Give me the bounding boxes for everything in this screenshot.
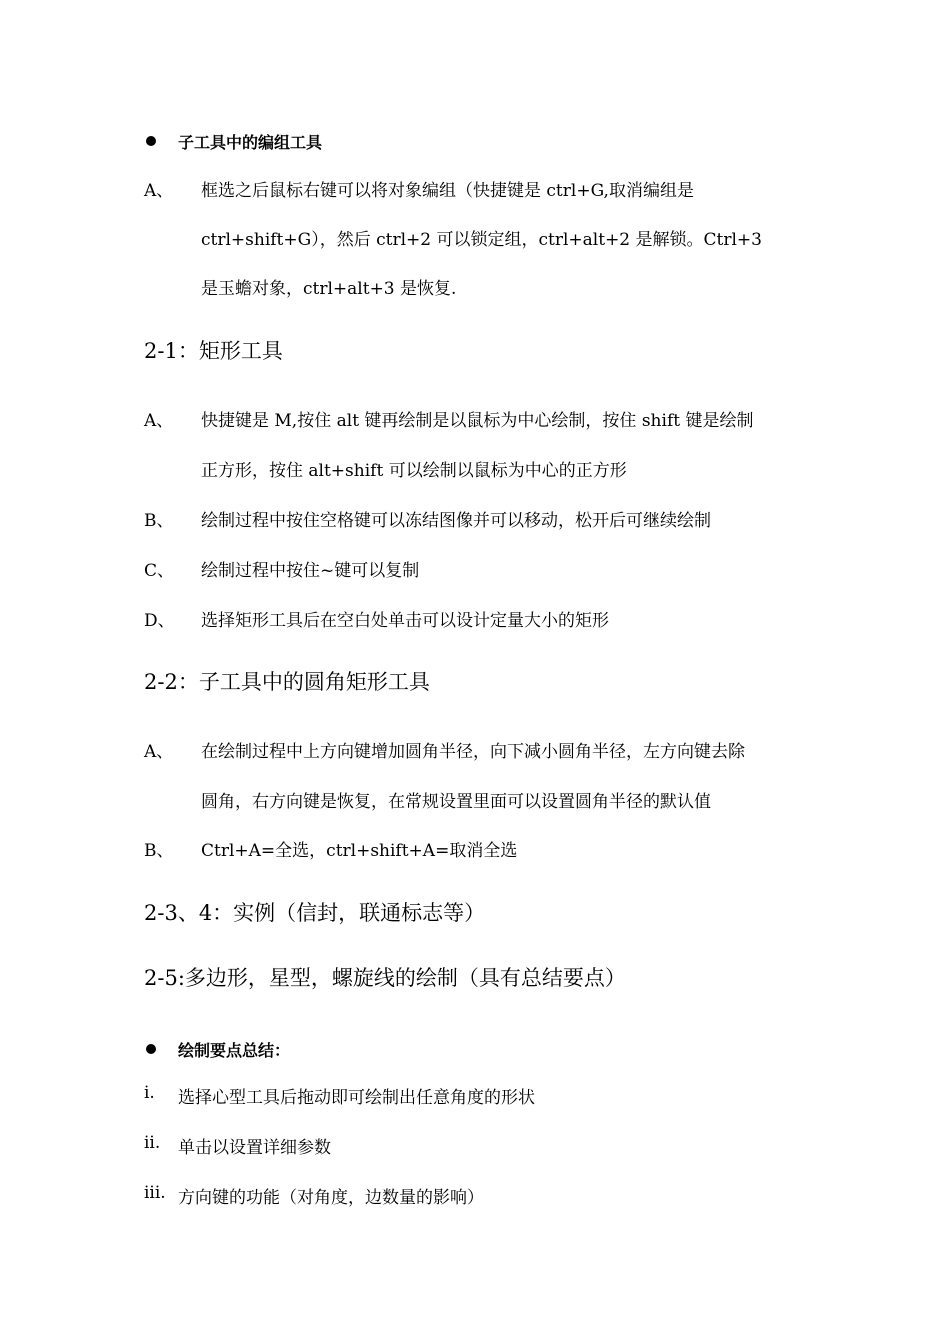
list-item-text: 方向键的功能（对角度，边数量的影响）	[178, 1188, 484, 1208]
roman-label: ii.	[144, 1133, 161, 1153]
item-label: D、	[144, 611, 175, 631]
item-text-line: 快捷键是 M,按住 alt 键再绘制是以鼠标为中心绘制，按住 shift 键是绘制	[201, 411, 754, 431]
item-text-line: Ctrl+A=全选，ctrl+shift+A=取消全选	[201, 841, 518, 861]
item-text-line: 绘制过程中按住~键可以复制	[201, 561, 420, 581]
item-text-line: 选择矩形工具后在空白处单击可以设计定量大小的矩形	[201, 611, 609, 631]
item-text-line: 在绘制过程中上方向键增加圆角半径，向下减小圆角半径，左方向键去除	[201, 742, 745, 762]
item-label: B、	[144, 841, 174, 861]
item-text-line: 绘制过程中按住空格键可以冻结图像并可以移动，松开后可继续绘制	[201, 511, 711, 531]
roman-label: iii.	[144, 1183, 166, 1203]
item-text-line: ctrl+shift+G），然后 ctrl+2 可以锁定组，ctrl+alt+2 是解锁。Ctrl+3	[201, 230, 762, 250]
item-text-line: 圆角，右方向键是恢复，在常规设置里面可以设置圆角半径的默认值	[201, 792, 711, 812]
bullet-icon	[146, 136, 156, 146]
section-title-2-5: 2-5:多边形，星型，螺旋线的绘制（具有总结要点）	[144, 966, 626, 990]
section-title-2-1: 2-1：矩形工具	[144, 339, 283, 363]
section-title-2-3: 2-3、4：实例（信封，联通标志等）	[144, 901, 486, 925]
item-text-line: 是玉蟾对象，ctrl+alt+3 是恢复.	[201, 279, 457, 299]
item-label: B、	[144, 511, 174, 531]
item-label: C、	[144, 561, 175, 581]
item-text-line: 框选之后鼠标右键可以将对象编组（快捷键是 ctrl+G,取消编组是	[201, 181, 694, 201]
item-label: A、	[144, 181, 174, 201]
list-item-text: 选择心型工具后拖动即可绘制出任意角度的形状	[178, 1088, 535, 1108]
bullet-icon	[146, 1044, 156, 1054]
block2-heading: 绘制要点总结：	[178, 1041, 291, 1060]
item-label: A、	[144, 742, 174, 762]
item-label: A、	[144, 411, 174, 431]
roman-label: i.	[144, 1083, 155, 1103]
list-item-text: 单击以设置详细参数	[178, 1138, 331, 1158]
block1-heading: 子工具中的编组工具	[178, 133, 323, 152]
item-text-line: 正方形，按住 alt+shift 可以绘制以鼠标为中心的正方形	[201, 461, 627, 481]
section-title-2-2: 2-2：子工具中的圆角矩形工具	[144, 670, 430, 694]
